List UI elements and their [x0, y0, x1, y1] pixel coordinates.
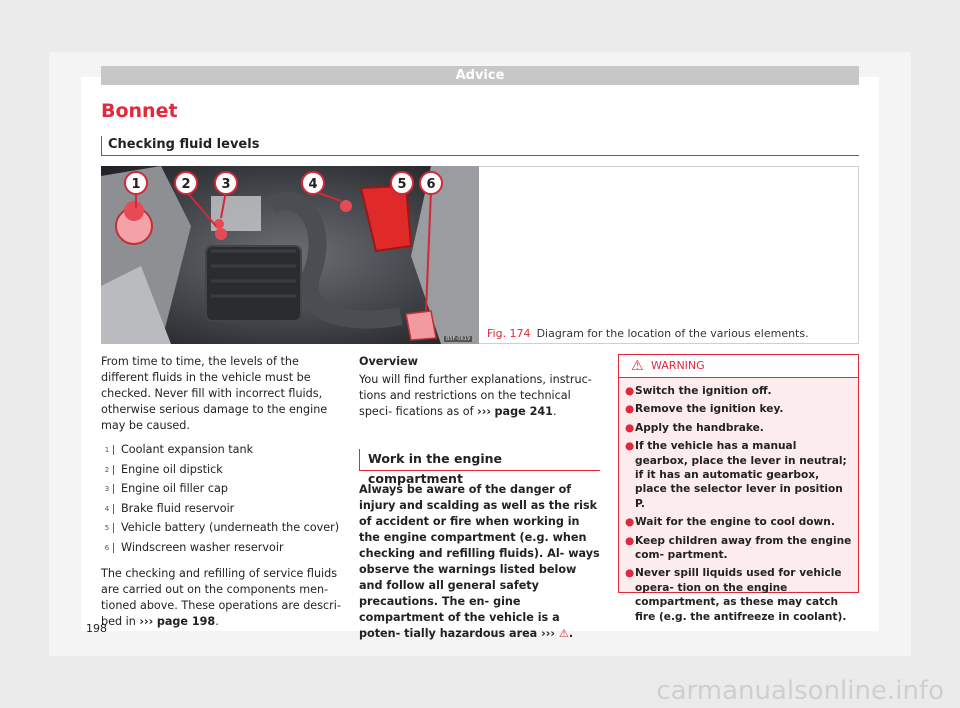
callout-3 — [215, 172, 237, 194]
link-arrow-icon: ››› — [477, 405, 491, 418]
section-body: Always be aware of the danger of injury and scalding as well as the risk of accident or fire when working in the engine compartment (e.g. when checking and refilling fluids). Al- ways observe the warnings listed below and follow all general safety precautions. The en- gine compartment of the vehicle is a poten- tially hazardous area ››› ⚠. — [359, 483, 600, 640]
item-label: Coolant expansion tank — [121, 443, 254, 456]
section-header-bar: Advice — [101, 66, 859, 85]
section-body-text: Always be aware of the danger of injury and scalding as well as the risk of accident or fire when working in the engine compartment (e.g. when checking and refilling fluids). Al- ways observe the warnings listed below and follow all general safety precautions. The en- gine compartment of the vehicle is a poten- tially hazardous area — [359, 483, 600, 640]
section-heading: Work in the engine compartment — [359, 449, 600, 471]
page-subtitle: Checking fluid levels — [101, 136, 259, 156]
item-number: 6 — [101, 543, 114, 553]
bullet-icon: ● — [625, 385, 635, 397]
svg-text:6: 6 — [426, 177, 436, 192]
warning-item-text: Wait for the engine to cool down. — [635, 516, 835, 529]
warning-item — [625, 515, 852, 529]
item-label: Windscreen washer reservoir — [121, 540, 284, 554]
warning-item — [625, 439, 852, 511]
item-number: 2 — [101, 465, 114, 475]
warning-item — [625, 534, 852, 563]
svg-text:4: 4 — [308, 177, 318, 192]
item-number: 5 — [101, 523, 114, 533]
warning-triangle-icon: ⚠ — [631, 358, 644, 374]
bullet-icon: ● — [625, 403, 635, 416]
bullet-icon: ● — [625, 567, 635, 580]
item-number: 1 — [101, 445, 114, 455]
callout-4 — [302, 172, 324, 194]
figure-label: Fig. 174 — [487, 327, 531, 340]
callout-2 — [175, 172, 197, 194]
outro-text: The checking and refilling of service fluids are carried out on the components men- tioned above. These operations are descri- bed in ››› page 198. — [101, 566, 341, 628]
warning-item-text: If the vehicle has a manual gearbox, place the lever in neutral; if it has an automatic gearbox, place the selector lever in position P. — [635, 440, 847, 510]
callout-1 — [125, 172, 147, 194]
warning-item — [625, 421, 852, 435]
link-arrow-icon: ››› — [541, 627, 555, 640]
warning-item-text: Switch the ignition off. — [635, 385, 772, 397]
item-number: 3 — [101, 484, 114, 494]
warning-item — [625, 566, 852, 624]
svg-text:3: 3 — [221, 177, 231, 192]
item-label: Vehicle battery (underneath the cover) — [121, 521, 340, 535]
warning-item-text: Keep children away from the engine com- partment. — [635, 534, 852, 562]
svg-text:5: 5 — [397, 177, 407, 192]
overview-body: You will find further explanations, instruc- tions and restrictions on the technical speci- fications as of — [359, 373, 592, 418]
watermark: carmanualsonline.info — [656, 676, 944, 706]
list-item — [101, 440, 341, 460]
warning-header — [619, 355, 858, 378]
bullet-icon: ● — [625, 421, 635, 434]
figure-code: B5F-0619 — [446, 336, 471, 342]
list-item — [101, 518, 341, 538]
overview-text: You will find further explanations, instruc- tions and restrictions on the technical speci- fications as of ››› page 241. — [359, 373, 592, 418]
list-item — [101, 538, 341, 558]
middle-column — [359, 354, 599, 420]
engine-compartment-image — [101, 166, 479, 344]
intro-text: From time to time, the levels of the different fluids in the vehicle must be checked. Never fill with incorrect fluids, otherwise serious damage to the engine may be caused. — [101, 355, 328, 432]
warning-item — [625, 384, 852, 398]
warning-title: WARNING — [651, 359, 705, 372]
link-arrow-icon: ››› — [139, 614, 154, 628]
subtitle-rule — [101, 155, 859, 156]
svg-text:1: 1 — [131, 177, 141, 192]
warning-item-text: Never spill liquids used for vehicle opera- tion on the engine compartment, as these may catch fire (e.g. the antifreeze in coolant). — [635, 567, 847, 623]
callout-6 — [420, 172, 442, 194]
warning-item — [625, 402, 852, 416]
left-column — [101, 354, 341, 636]
list-item — [101, 499, 341, 519]
item-label: Engine oil dipstick — [121, 462, 223, 476]
item-number: 4 — [101, 504, 114, 514]
page-title: Bonnet — [101, 100, 178, 122]
svg-text:2: 2 — [181, 177, 191, 192]
callout-5 — [391, 172, 413, 194]
bullet-icon: ● — [625, 534, 635, 547]
warning-box — [618, 354, 859, 623]
figure-caption-text: Diagram for the location of the various elements. — [536, 327, 809, 340]
item-label: Engine oil filler cap — [121, 482, 228, 496]
warning-list — [619, 378, 858, 624]
bullet-icon: ● — [625, 440, 635, 453]
page-241-link[interactable]: page 241 — [494, 405, 553, 418]
outro-body: The checking and refilling of service fluids are carried out on the components men- tioned above. These operations are descri- bed in — [101, 566, 341, 628]
page-198-link[interactable]: page 198 — [156, 614, 216, 628]
figure-caption — [487, 327, 809, 340]
item-label: Brake fluid reservoir — [121, 501, 235, 515]
page-number: 198 — [86, 622, 107, 635]
warning-triangle-icon[interactable]: ⚠ — [558, 627, 569, 640]
list-item — [101, 460, 341, 480]
overview-title: Overview — [359, 355, 418, 368]
components-list — [101, 440, 341, 558]
warning-item-text: Apply the handbrake. — [635, 421, 764, 434]
bullet-icon: ● — [625, 516, 635, 529]
list-item — [101, 479, 341, 499]
warning-item-text: Remove the ignition key. — [635, 403, 784, 416]
